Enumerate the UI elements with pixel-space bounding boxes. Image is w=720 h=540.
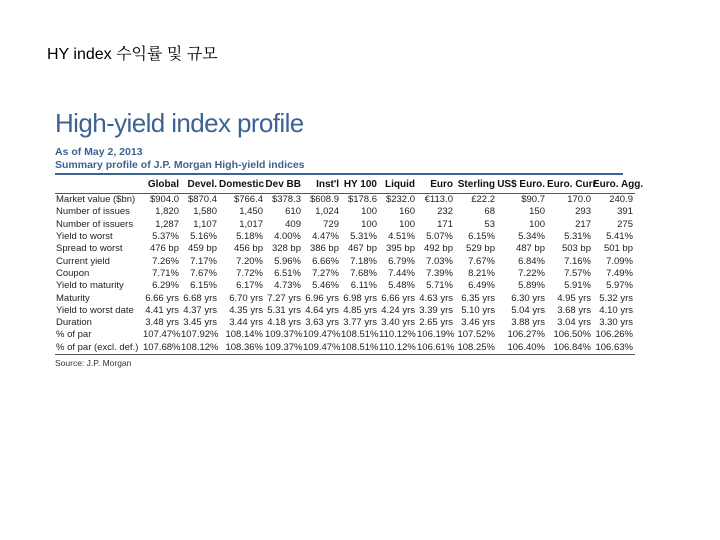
column-header: Liquid — [379, 176, 417, 194]
table-cell: 6.96 yrs — [305, 292, 339, 304]
table-cell: 5.37% — [152, 231, 179, 243]
table-row — [55, 342, 635, 355]
table-cell: 5.31% — [564, 231, 591, 243]
table-cell: 2.65 yrs — [419, 317, 453, 329]
table-cell: 106.61% — [417, 341, 455, 353]
table-cell: 106.27% — [507, 329, 545, 341]
table-cell: 150 — [529, 206, 545, 218]
table-cell: 4.51% — [388, 231, 415, 243]
table-cell: 1,820 — [155, 206, 179, 218]
table-cell: 5.89% — [518, 280, 545, 292]
table-cell: 6.98 yrs — [343, 292, 377, 304]
table-cell: 232 — [437, 206, 453, 218]
table-cell: 4.24 yrs — [381, 304, 415, 316]
table-cell: $608.9 — [309, 194, 339, 206]
table-cell: 100 — [399, 218, 415, 230]
table-cell: 529 bp — [465, 243, 495, 255]
table-header-row — [55, 176, 635, 194]
table-cell: 1,287 — [155, 218, 179, 230]
table-cell: 3.45 yrs — [183, 317, 217, 329]
table-cell: 6.17% — [236, 280, 263, 292]
table-cell: $870.4 — [187, 194, 217, 206]
index-profile-figure — [55, 108, 644, 368]
column-header: Euro. Curr — [547, 176, 593, 194]
row-label: Number of issuers — [56, 218, 134, 230]
table-cell: 4.35 yrs — [229, 304, 263, 316]
table-cell: 386 bp — [309, 243, 339, 255]
table-cell: 275 — [617, 218, 633, 230]
table-cell: 106.26% — [595, 329, 633, 341]
table-cell: 68 — [484, 206, 495, 218]
table-cell: 3.44 yrs — [229, 317, 263, 329]
row-label: Yield to worst — [56, 231, 113, 243]
table-cell: 6.66 yrs — [145, 292, 179, 304]
table-cell: 3.77 yrs — [343, 317, 377, 329]
table-cell: 108.36% — [219, 342, 265, 355]
table-cell: $904.0 — [149, 194, 179, 206]
table-cell: 3.30 yrs — [599, 317, 633, 329]
table-cell: $178.6 — [347, 194, 377, 206]
table-cell: 3.88 yrs — [511, 317, 545, 329]
table-row — [55, 255, 635, 267]
table-cell: 240.9 — [609, 194, 633, 206]
table-cell: £22.2 — [471, 194, 495, 206]
table-cell: 4.63 yrs — [419, 292, 453, 304]
table-cell: 4.95 yrs — [557, 292, 591, 304]
table-cell: 7.68% — [350, 267, 377, 279]
table-row — [55, 268, 635, 280]
row-label: Yield to worst date — [56, 304, 134, 316]
column-header: Devel. — [181, 176, 219, 194]
table-cell: 7.44% — [388, 267, 415, 279]
table-cell: 4.85 yrs — [343, 304, 377, 316]
column-header: Euro. Agg. — [593, 176, 635, 194]
table-cell: 7.03% — [426, 255, 453, 267]
table-cell: 492 bp — [423, 243, 453, 255]
table-cell: 3.39 yrs — [419, 304, 453, 316]
table-cell: 107.68% — [143, 341, 181, 353]
table-cell: 6.79% — [388, 255, 415, 267]
table-cell: 7.67% — [190, 267, 217, 279]
table-cell: 53 — [484, 218, 495, 230]
table-cell: 108.14% — [225, 329, 263, 341]
table-row — [55, 280, 635, 292]
table-cell: 6.70 yrs — [229, 292, 263, 304]
table-cell: 100 — [361, 206, 377, 218]
table-cell: 1,450 — [239, 206, 263, 218]
table-cell: 107.92% — [181, 329, 219, 341]
table-row — [55, 329, 635, 341]
table-cell: 1,580 — [193, 206, 217, 218]
table-cell: 3.68 yrs — [557, 304, 591, 316]
row-label: Coupon — [56, 267, 90, 279]
table-cell: 6.68 yrs — [183, 292, 217, 304]
table-cell: 3.46 yrs — [461, 317, 495, 329]
figure-caption: Summary profile of J.P. Morgan High-yield indices — [55, 159, 305, 171]
table-cell: 107.47% — [143, 329, 181, 341]
table-cell: $90.7 — [521, 194, 545, 206]
table-cell: 7.27 yrs — [267, 292, 301, 304]
table-cell: 7.26% — [152, 255, 179, 267]
table-cell: 7.27% — [312, 267, 339, 279]
table-cell: 109.37% — [265, 329, 303, 341]
table-cell: 8.21% — [468, 267, 495, 279]
table-cell: 6.66 yrs — [381, 292, 415, 304]
table-cell: 1,107 — [193, 218, 217, 230]
table-cell: 1,017 — [239, 218, 263, 230]
column-header: Global — [143, 176, 181, 194]
table-cell: 5.34% — [518, 231, 545, 243]
table-cell: 171 — [437, 218, 453, 230]
row-label: % of par — [56, 329, 92, 341]
table-cell: 3.48 yrs — [145, 317, 179, 329]
table-cell: 7.09% — [606, 255, 633, 267]
table-cell: 6.15% — [468, 231, 495, 243]
table-cell: 5.07% — [426, 231, 453, 243]
table-cell: 459 bp — [187, 243, 217, 255]
table-cell: 5.46% — [312, 280, 339, 292]
table-row — [55, 317, 635, 329]
table-cell: 3.40 yrs — [381, 317, 415, 329]
row-label: Market value ($bn) — [56, 194, 136, 206]
table-cell: 5.71% — [426, 280, 453, 292]
table-cell: 7.22% — [518, 267, 545, 279]
table-cell: 100 — [529, 218, 545, 230]
table-cell: 395 bp — [385, 243, 415, 255]
table-cell: 217 — [575, 218, 591, 230]
row-label: % of par (excl. def.) — [55, 342, 143, 355]
table-cell: 6.35 yrs — [461, 292, 495, 304]
row-label: Yield to maturity — [56, 280, 124, 292]
table-cell: 107.52% — [457, 329, 495, 341]
table-cell: 5.31 yrs — [267, 304, 301, 316]
row-label: Current yield — [56, 255, 110, 267]
table-cell: 5.96% — [274, 255, 301, 267]
row-label: Maturity — [56, 292, 90, 304]
table-cell: 6.84% — [518, 255, 545, 267]
table-cell: 610 — [285, 206, 301, 218]
table-cell: 5.04 yrs — [511, 304, 545, 316]
row-label: Number of issues — [56, 206, 130, 218]
table-cell: 7.71% — [152, 267, 179, 279]
table-cell: 5.97% — [606, 280, 633, 292]
table-row — [55, 194, 635, 207]
table-row — [55, 219, 635, 231]
table-cell: 109.47% — [303, 341, 341, 353]
column-header: Inst'l — [303, 176, 341, 194]
table-cell: 6.66% — [312, 255, 339, 267]
table-cell: 5.31% — [350, 231, 377, 243]
table-cell: 4.64 yrs — [305, 304, 339, 316]
figure-title: High-yield index profile — [55, 108, 304, 138]
table-cell: 4.00% — [274, 231, 301, 243]
table-cell: 487 bp — [515, 243, 545, 255]
table-cell: 6.29% — [152, 280, 179, 292]
table-cell: 1,024 — [315, 206, 339, 218]
table-cell: 409 — [285, 218, 301, 230]
table-cell: 110.12% — [379, 341, 416, 353]
table-cell: $232.0 — [385, 194, 415, 206]
slide-title: HY index 수익률 및 규모 — [47, 46, 218, 63]
row-label: Spread to worst — [56, 243, 123, 255]
column-header: Dev BB — [265, 176, 303, 194]
figure-date: As of May 2, 2013 — [55, 146, 143, 158]
column-header: HY 100 — [341, 176, 379, 194]
table-cell: 5.91% — [564, 280, 591, 292]
table-cell: 467 bp — [347, 243, 377, 255]
table-cell: 108.51% — [341, 329, 379, 341]
table-cell: 3.04 yrs — [557, 317, 591, 329]
table-body — [55, 194, 635, 355]
table-cell: 108.25% — [455, 342, 497, 355]
table-cell: 391 — [617, 206, 633, 218]
table-cell: $378.3 — [271, 194, 301, 206]
table-cell: 503 bp — [561, 243, 591, 255]
table-cell: 5.32 yrs — [599, 292, 633, 304]
table-cell: 5.16% — [190, 231, 217, 243]
table-cell: 293 — [575, 206, 591, 218]
column-header: US$ Euro. — [497, 176, 547, 194]
table-cell: 6.49% — [468, 280, 495, 292]
table-cell: 7.16% — [564, 255, 591, 267]
table-cell: 7.49% — [606, 267, 633, 279]
table-cell: 6.15% — [190, 280, 217, 292]
table-row — [55, 292, 635, 304]
table-cell: 7.17% — [190, 255, 217, 267]
table-cell: 106.50% — [553, 329, 591, 341]
table-cell: 5.18% — [236, 231, 263, 243]
table-cell: 106.84% — [547, 342, 593, 355]
table-row — [55, 243, 635, 255]
table-cell: 170.0 — [567, 194, 591, 206]
table-cell: 4.73% — [274, 280, 301, 292]
profile-table — [55, 176, 644, 355]
table-cell: 4.10 yrs — [599, 304, 633, 316]
table-cell: 328 bp — [271, 243, 301, 255]
table-cell: 6.11% — [350, 280, 377, 292]
table-cell: 106.63% — [593, 342, 635, 355]
table-cell: 7.57% — [564, 267, 591, 279]
table-cell: 4.47% — [312, 231, 339, 243]
table-cell: 476 bp — [149, 243, 179, 255]
table-cell: 109.37% — [265, 341, 303, 353]
table-cell: 7.18% — [350, 255, 377, 267]
table-cell: 6.30 yrs — [511, 292, 545, 304]
column-header: Sterling — [455, 176, 497, 194]
table-cell: 6.51% — [274, 267, 301, 279]
table-row — [55, 231, 635, 243]
table-cell: 456 bp — [233, 243, 263, 255]
column-header-label — [55, 176, 143, 194]
table-cell: 5.48% — [388, 280, 415, 292]
table-cell: 106.40% — [497, 342, 547, 355]
table-cell: 109.47% — [303, 329, 341, 341]
table-cell: 7.72% — [236, 267, 263, 279]
table-row — [55, 305, 635, 317]
table-row — [55, 206, 635, 218]
column-header: Euro — [417, 176, 455, 194]
table-cell: 7.67% — [468, 255, 495, 267]
table-cell: 160 — [399, 206, 415, 218]
table-cell: 106.19% — [417, 329, 455, 341]
table-cell: 108.12% — [181, 341, 219, 353]
table-cell: 501 bp — [603, 243, 633, 255]
table-cell: 7.39% — [426, 267, 453, 279]
row-label: Duration — [56, 317, 92, 329]
table-cell: €113.0 — [424, 194, 453, 206]
column-header: Domestic — [219, 176, 265, 194]
top-rule — [55, 173, 623, 175]
table-cell: 4.37 yrs — [183, 304, 217, 316]
table-cell: 108.51% — [341, 341, 379, 353]
table-cell: 5.10 yrs — [461, 304, 495, 316]
table-cell: 3.63 yrs — [305, 317, 339, 329]
table-cell: 5.41% — [606, 231, 633, 243]
table-cell: 4.41 yrs — [145, 304, 179, 316]
table-cell: 100 — [361, 218, 377, 230]
table-cell: 729 — [323, 218, 339, 230]
table-cell: 7.20% — [236, 255, 263, 267]
table-cell: 4.18 yrs — [267, 317, 301, 329]
table-cell: $766.4 — [233, 194, 263, 206]
table-cell: 110.12% — [379, 329, 416, 341]
figure-source: Source: J.P. Morgan — [55, 357, 132, 368]
